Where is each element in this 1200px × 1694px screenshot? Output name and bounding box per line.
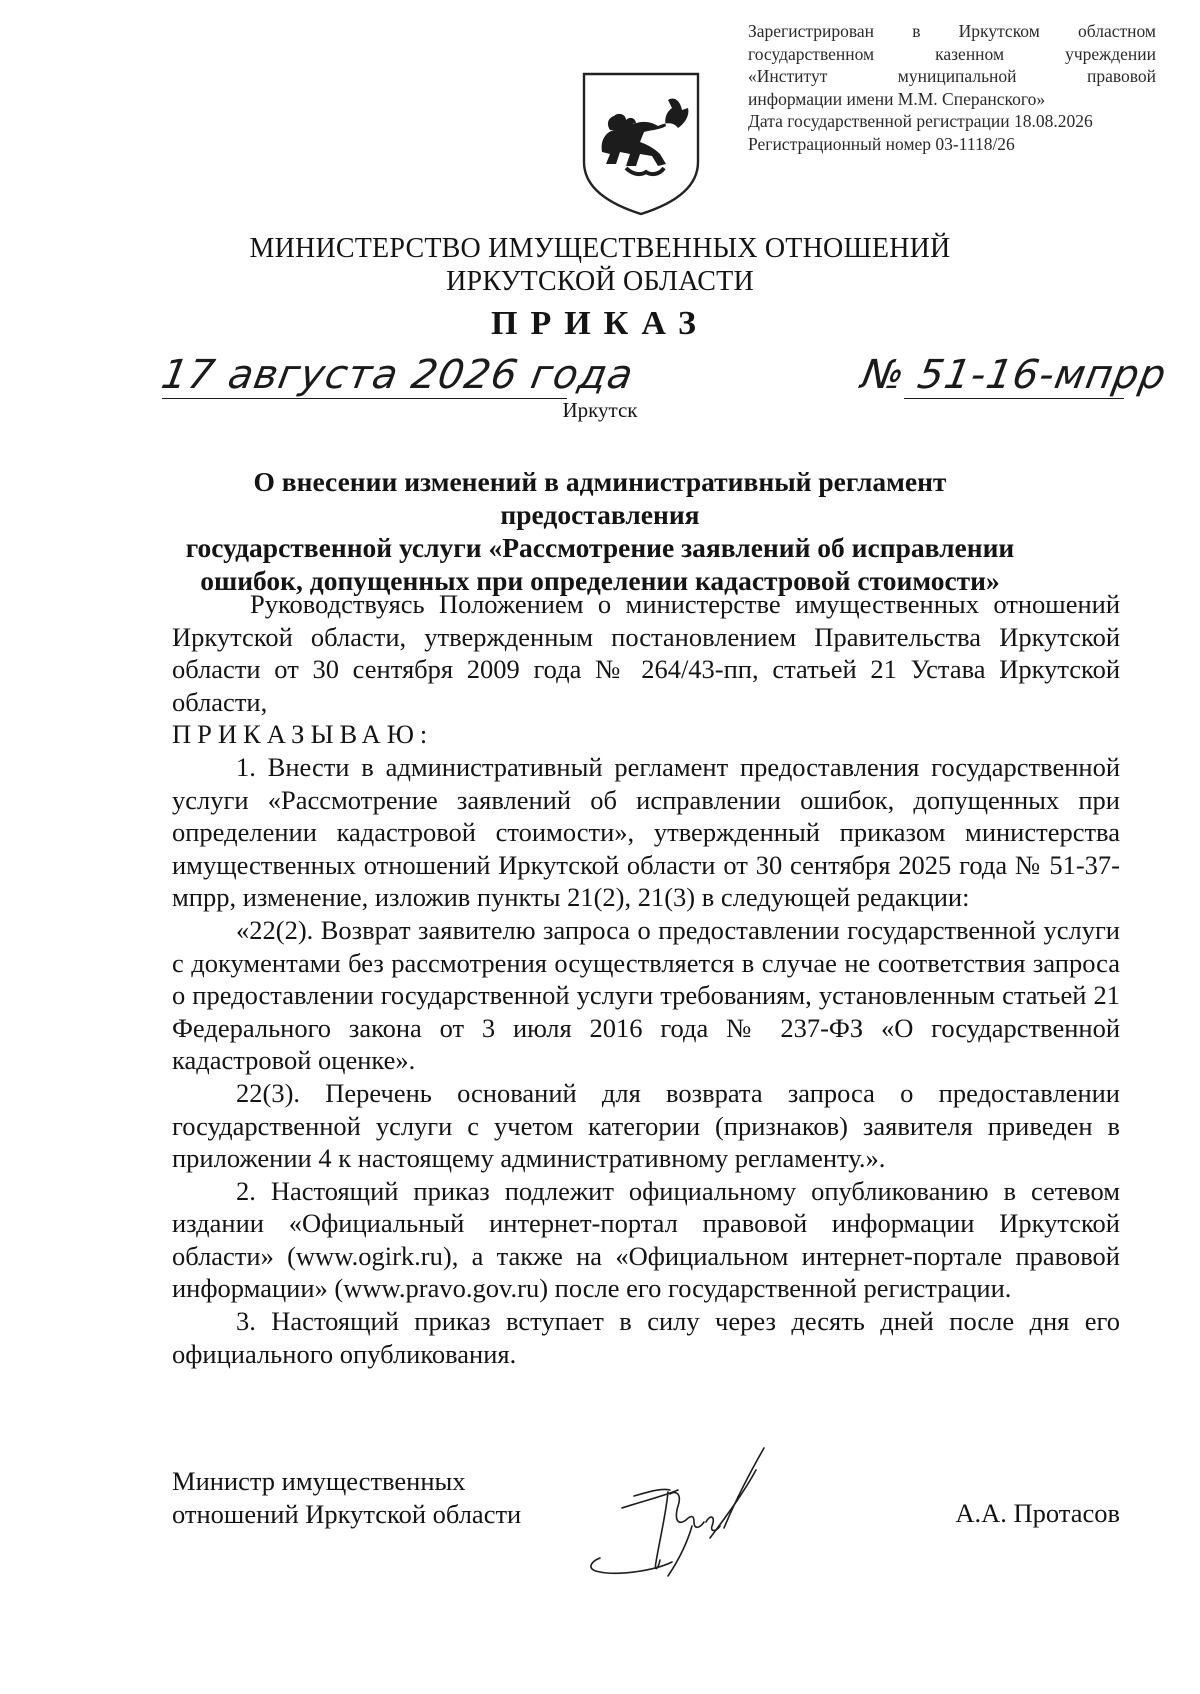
signatory-name: А.А. Протасов xyxy=(955,1498,1120,1528)
signatory-title-line: отношений Иркутской области xyxy=(172,1499,522,1529)
irkutsk-coat-of-arms-icon xyxy=(580,70,702,218)
subject-line: ошибок, допущенных при определении кадастровой стоимости» xyxy=(200,565,1000,596)
number-underline xyxy=(904,398,1124,399)
registration-line: Зарегистрирован в Иркутском областном xyxy=(748,21,1156,41)
registration-stamp xyxy=(748,20,1156,155)
city-name: Иркутск xyxy=(562,398,638,422)
subject-line: государственной услуги «Рассмотрение заявлений об исправлении xyxy=(185,532,1015,563)
handwritten-signature-icon xyxy=(560,1430,820,1600)
handwritten-order-number: № 51-16-мпрр xyxy=(857,352,1171,398)
ministry-name xyxy=(200,232,1000,298)
document-type-title: ПРИКАЗ xyxy=(491,305,709,342)
registration-line: государственном казенном учреждении xyxy=(748,43,1156,64)
order-body xyxy=(172,588,1120,1370)
preamble-paragraph: Руководствуясь Положением о министерстве имущественных отношений Иркутской области, утвержденным постановлением Правительства Иркутской области от 30 сентября 2009 года № 264/43-пп, статьей 21 Устава Иркутской области, xyxy=(172,589,1120,717)
item-3-paragraph: 3. Настоящий приказ вступает в силу через десять дней после дня его официального опубликования. xyxy=(172,1306,1120,1369)
order-directive: ПРИКАЗЫВАЮ: xyxy=(172,719,434,750)
ministry-name-line: ИРКУТСКОЙ ОБЛАСТИ xyxy=(446,266,754,297)
registration-line: «Институт муниципальной правовой xyxy=(748,66,1156,86)
item-1-paragraph: 1. Внести в административный регламент предоставления государственной услуги «Рассмотрение заявлений об исправлении ошибок, допущенных при определении кадастровой стоимости», утвержденный приказом министерства имущественных отношений Иркутской области от 30 сентября 2025 года № 51-37-мпрр, изменение, изложив пункты 21(2), 21(3) в следующей редакции: xyxy=(172,751,1120,913)
quote-22-3-paragraph: 22(3). Перечень оснований для возврата запроса о предоставлении государственной услуги с учетом категории (признаков) заявителя приведен в приложении 4 к настоящему административному регламенту.». xyxy=(172,1077,1120,1174)
signatory-title xyxy=(172,1465,592,1531)
registration-line: информации имени М.М. Сперанского» xyxy=(748,88,1046,109)
handwritten-date: 17 августа 2026 года xyxy=(157,352,638,398)
registration-date: Дата государственной регистрации 18.08.2026 xyxy=(748,111,1093,131)
ministry-name-line: МИНИСТЕРСТВО ИМУЩЕСТВЕННЫХ ОТНОШЕНИЙ xyxy=(249,233,951,264)
registration-number: Регистрационный номер 03-1118/26 xyxy=(748,133,1015,154)
subject-line: О внесении изменений в административный регламент предоставления xyxy=(253,466,947,530)
signatory-title-line: Министр имущественных xyxy=(172,1466,466,1496)
quote-22-2-paragraph: «22(2). Возврат заявителю запроса о предоставлении государственной услуги с документами без рассмотрения осуществляется в случае не соответствия запроса о предоставлении государственной услуги требованиям, установленным статьей 21 Федерального закона от 3 июля 2016 года № 237-ФЗ «О государственной кадастровой оценке». xyxy=(172,914,1120,1076)
order-subject xyxy=(170,465,1030,597)
item-2-paragraph: 2. Настоящий приказ подлежит официальному опубликованию в сетевом издании «Официальный интернет-портал правовой информации Иркутской области» (www.ogirk.ru), а также на «Официальном интернет-портале правовой информации» (www.pravo.gov.ru) после его государственной регистрации. xyxy=(172,1175,1120,1304)
